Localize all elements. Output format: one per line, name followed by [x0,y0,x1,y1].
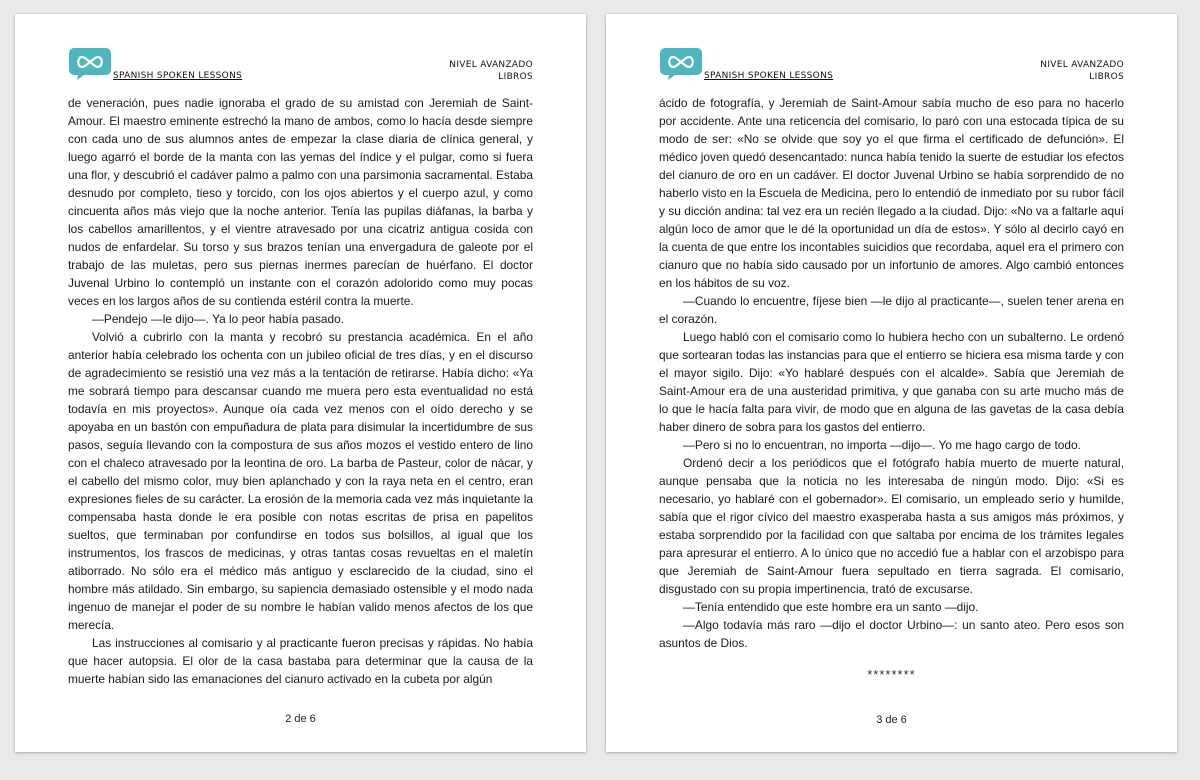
paragraph: ácido de fotografía, y Jeremiah de Saint-Amour sabía mucho de eso para no hacerlo por accidente. Ante una reticencia del comisario, lo paró con una estocada típica de su modo de ser: «No se olvide que soy yo el que firma el certificado de defunción». El médico joven quedó desencantado: nunca había tenido la suerte de estudiar los efectos del cianuro de oro en un cadáver. El doctor Juvenal Urbino se había sorprendido de no haberlo visto en la Escuela de Medicina, pero lo entendió de inmediato por su rubor fácil y su dicción andina: tal vez era un recién llegado a la ciudad. Dijo: «No va a faltarle aquí algún loco de amor que le dé la oportunidad un día de estos». Y sólo al decirlo cayó en la cuenta de que entre los incontables suicidios que recordaba, aquel era el primero con cianuro que no había sido causado por un infortunio de amores. Algo cambió entonces en los hábitos de su voz. [659,96,1124,290]
paragraph: —Pendejo —le dijo—. Ya lo peor había pasado. [92,312,345,326]
paragraph: Volvió a cubrirlo con la manta y recobró su prestancia académica. En el año anterior había celebrado los ochenta con un jubileo oficial de tres días, y en el discurso de agradecimiento se resistió una vez más a la tentación de retirarse. Había dicho: «Ya me sobrará tiempo para descansar cuando me muera pero esta eventualidad no está todavía en mis proyectos». Aunque oía cada vez menos con el oído derecho y se apoyaba en un bastón con empuñadura de plata para disimular la incertidumbre de sus pasos, seguía llevando con la compostura de sus años mozos el vestido entero de lino con el chaleco atravesado por la leontina de oro. La barba de Pasteur, color de nácar, y el cabello del mismo color, muy bien aplanchado y con la raya neta en el centro, eran expresiones fieles de su carácter. La erosión de la memoria cada vez más inquietante la compensaba hasta donde le era posible con notas escritas de prisa en papelitos sueltos, que terminaban por confundirse en todos sus bolsillos, al igual que los instrumentos, los frascos de medicinas, y otras tantas cosas revueltas en el maletín atiborrado. No sólo era el médico más antiguo y esclarecido de la ciudad, sino el hombre más atildado. Sin embargo, su sapiencia demasiado ostensible y el modo nada ingenuo de manejar el poder de su nombre le habían valido menos afectos de los que merecía. [68,330,533,632]
brand-name: SPANISH SPOKEN LESSONS [113,71,243,81]
page-body [68,94,533,688]
page-number: 2 de 6 [285,713,316,725]
paragraph: Luego habló con el comisario como lo hubiera hecho con un subalterno. Le ordenó que sortearan todas las instancias para que el entierro se hiciera esa misma tarde y con el mayor sigilo. Dijo: «Yo hablaré después con el alcalde». Sabía que Jeremiah de Saint-Amour era de una austeridad primitiva, y que ganaba con su arte mucho más de lo que le hacía falta para vivir, de modo que en alguna de las gavetas de la casa debía haber dinero de sobra para los gastos del entierro. [659,330,1124,434]
page-header [68,47,533,87]
paragraph: —Pero si no lo encuentran, no importa —dijo—. Yo me hago cargo de todo. [683,438,1081,452]
level-text: NIVEL AVANZADO [1040,60,1124,70]
category-text: LIBROS [498,72,533,82]
brand-name: SPANISH SPOKEN LESSONS [704,71,834,81]
level-label [449,59,533,83]
document-page-3 [606,14,1177,752]
paragraph: Las instrucciones al comisario y al practicante fueron precisas y rápidas. No había que hacer autopsia. El olor de la casa bastaba para determinar que la causa de la muerte habían sido las emanaciones del cianuro activado en la cubeta por algún [68,636,533,686]
logo-icon [659,47,703,81]
page-body [659,94,1124,684]
paragraph: —Cuando lo encuentre, fíjese bien —le dijo al practicante—, suelen tener arena en el corazón. [659,294,1124,326]
page-number: 3 de 6 [876,714,907,726]
paragraph: Ordenó decir a los periódicos que el fotógrafo había muerto de muerte natural, aunque pensaba que la noticia no les interesaba de ningún modo. Dijo: «Si es necesario, yo hablaré con el gobernador». El comisario, un empleado serio y humilde, sabía que el rigor cívico del maestro exasperaba hasta a sus amigos más próximos, y estaba sorprendido por la facilidad con que saltaba por encima de los trámites legales para apresurar el entierro. A lo único que no accedió fue a hablar con el arzobispo para que Jeremiah de Saint-Amour fuera sepultado en tierra sagrada. El comisario, disgustado con su propia impertinencia, trató de excusarse. [659,456,1124,596]
section-separator: ******** [867,667,916,682]
page-header [659,47,1124,87]
logo-icon [68,47,112,81]
paragraph: —Tenía entendido que este hombre era un santo —dijo. [683,600,979,614]
level-label [1040,59,1124,83]
category-text: LIBROS [1089,72,1124,82]
level-text: NIVEL AVANZADO [449,60,533,70]
paragraph: de veneración, pues nadie ignoraba el grado de su amistad con Jeremiah de Saint-Amour. El maestro eminente estrechó la mano de ambos, como lo hacía desde siempre con cada uno de sus alumnos antes de empezar la clase diaria de clínica general, y luego agarró el borde de la manta con las yemas del índice y el pulgar, como si fuera una flor, y descubrió el cadáver palmo a palmo con una parsimonia sacramental. Estaba desnudo por completo, tieso y torcido, con los ojos abiertos y el cuerpo azul, y como cincuenta años más viejo que la noche anterior. Tenía las pupilas diáfanas, la barba y los cabellos amarillentos, y el vientre atravesado por una cicatriz antigua cosida con nudos de enfardelar. Su torso y sus brazos tenían una envergadura de galeote por el trabajo de las muletas, pero sus piernas inermes parecían de huérfano. El doctor Juvenal Urbino lo contempló un instante con el corazón adolorido como muy pocas veces en los largos años de su contienda estéril contra la muerte. [68,96,533,308]
document-page-2 [15,14,586,752]
paragraph: —Algo todavía más raro —dijo el doctor Urbino—: un santo ateo. Pero esos son asuntos de Dios. [659,618,1124,650]
